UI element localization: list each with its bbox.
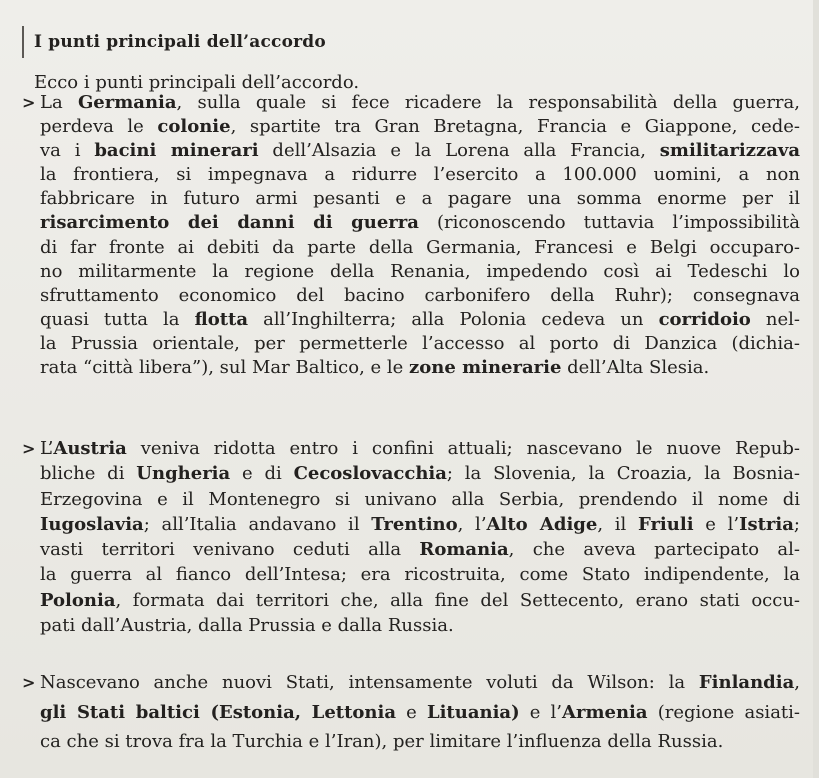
bold-term: Polonia: [40, 589, 116, 611]
text-run: , che aveva partecipato al-: [508, 539, 800, 561]
bold-term: Lituania): [426, 701, 520, 723]
text-run: la Prussia orientale, per permetterle l’accesso al porto di Danzica (dichia-: [40, 332, 800, 354]
bold-term: Alto Adige: [486, 513, 598, 535]
paragraph-line: [40, 562, 800, 587]
text-run: no militarmente la regione della Renania, impedendo così ai Tedeschi lo: [40, 260, 800, 282]
paragraph-line: [22, 668, 800, 698]
paragraph-line: [40, 308, 800, 332]
paragraph-line: [40, 487, 800, 512]
text-run: bliche di: [40, 463, 137, 485]
paragraph-line: [40, 512, 800, 537]
bold-term: Trentino: [371, 513, 458, 535]
text-run: pati dall’Austria, dalla Prussia e dalla Russia.: [40, 615, 454, 637]
paragraph-new-states: [22, 668, 800, 757]
text-run: e di: [230, 463, 294, 485]
bold-term: risarcimento dei danni di guerra: [40, 212, 419, 234]
bold-term: Ungheria: [136, 463, 231, 485]
bold-term: Romania: [419, 539, 509, 561]
text-run: la guerra al fianco dell’Intesa; era ricostruita, come Stato indipendente, la: [40, 564, 800, 586]
bold-term: smilitarizzava: [659, 140, 800, 162]
text-run: dell’Alsazia e la Lorena alla Francia,: [258, 140, 660, 162]
text-run: Erzegovina e il Montenegro si univano alla Serbia, prendendo il nome di: [40, 488, 800, 510]
text-run: ca che si trova fra la Turchia e l’Iran), per limitare l’influenza della Russia.: [40, 731, 724, 752]
paragraph-line: [40, 356, 800, 380]
text-run: va i: [40, 140, 95, 162]
text-run: quasi tutta la: [40, 308, 195, 330]
text-run: la frontiera, si impegnava a ridurre l’esercito a 100.000 uomini, a non: [40, 164, 800, 186]
text-run: vasti territori venivano ceduti alla: [40, 539, 420, 561]
paragraph-line: [40, 115, 800, 139]
bold-term: Cecoslovacchia: [293, 463, 447, 485]
page-edge: [813, 0, 819, 778]
text-run: , l’: [457, 513, 487, 535]
paragraph-line: [40, 588, 800, 613]
paragraph-line: [40, 461, 800, 486]
text-run: (riconoscendo tuttavia l’impossibilità: [418, 212, 800, 234]
paragraph-line: [40, 211, 800, 235]
bold-term: gli Stati baltici (Estonia, Lettonia: [40, 701, 397, 723]
paragraph-line: [40, 698, 800, 728]
bold-term: Armenia: [562, 701, 648, 723]
paragraph-germany: [22, 91, 800, 380]
text-run: ,: [794, 672, 800, 693]
text-run: ;: [793, 513, 800, 535]
text-run: , spartite tra Gran Bretagna, Francia e Giappone, cede-: [230, 116, 800, 138]
text-run: veniva ridotta entro i confini attuali; nascevano le nuove Repub-: [126, 438, 800, 459]
bold-term: flotta: [194, 308, 249, 330]
text-run: ; la Slovenia, la Croazia, la Bosnia-: [446, 463, 800, 485]
paragraph-line: [40, 187, 800, 211]
text-run: ; all’Italia andavano il: [143, 513, 372, 535]
paragraph-line: [40, 727, 800, 757]
text-run: all’Inghilterra; alla Polonia cedeva un: [248, 308, 659, 330]
bold-term: Istria: [739, 513, 794, 535]
paragraph-line: [40, 260, 800, 284]
text-run: Nascevano anche nuovi Stati, intensamente voluti da Wilson: la: [40, 672, 699, 693]
bold-term: zone minerarie: [409, 357, 562, 379]
text-run: , formata dai territori che, alla fine del Settecento, erano stati occu-: [115, 589, 800, 611]
text-run: rata “città libera”), sul Mar Baltico, e le: [40, 357, 410, 379]
bold-term: corridoio: [658, 308, 751, 330]
text-run: e: [396, 701, 427, 723]
text-run: (regione asiati-: [647, 701, 800, 723]
text-run: La: [40, 92, 78, 113]
bold-term: colonie: [157, 116, 231, 138]
bold-term: Iugoslavia: [40, 513, 144, 535]
text-run: sfruttamento economico del bacino carbonifero della Ruhr); consegnava: [40, 284, 800, 306]
intro-text: Ecco i punti principali dell’accordo.: [34, 72, 360, 93]
text-run: e l’: [693, 513, 740, 535]
bold-term: bacini minerari: [94, 140, 259, 162]
paragraph-line: [40, 537, 800, 562]
paragraph-line: [40, 284, 800, 308]
paragraph-line: [22, 436, 800, 461]
bold-term: Friuli: [637, 513, 694, 535]
bold-term: Germania: [77, 92, 177, 113]
text-run: di far fronte ai debiti da parte della Germania, Francesi e Belgi occuparo-: [40, 236, 800, 258]
text-run: dell’Alta Slesia.: [561, 357, 710, 379]
title-accent-bar: [22, 26, 30, 58]
paragraph-line: [22, 91, 800, 115]
paragraph-line: [40, 332, 800, 356]
paragraph-line: [40, 613, 800, 638]
paragraph-line: [40, 139, 800, 163]
text-run: fabbricare in futuro armi pesanti e a pagare una somma enorme per il: [40, 188, 800, 210]
bold-term: Austria: [53, 438, 127, 459]
bullet-arrow-icon: >: [22, 673, 36, 692]
text-run: nel-: [750, 308, 800, 330]
bullet-arrow-icon: >: [22, 93, 36, 112]
bold-term: Finlandia: [698, 672, 795, 693]
text-run: perdeva le: [40, 116, 158, 138]
paragraph-line: [40, 163, 800, 187]
paragraph-line: [40, 236, 800, 260]
text-run: L’: [40, 438, 54, 459]
text-run: e l’: [519, 701, 563, 723]
section-title: I punti principali dell’accordo: [34, 32, 326, 52]
text-run: , sulla quale si fece ricadere la responsabilità della guerra,: [176, 92, 800, 113]
bullet-arrow-icon: >: [22, 439, 36, 458]
text-run: , il: [597, 513, 638, 535]
paragraph-austria: [22, 436, 800, 638]
